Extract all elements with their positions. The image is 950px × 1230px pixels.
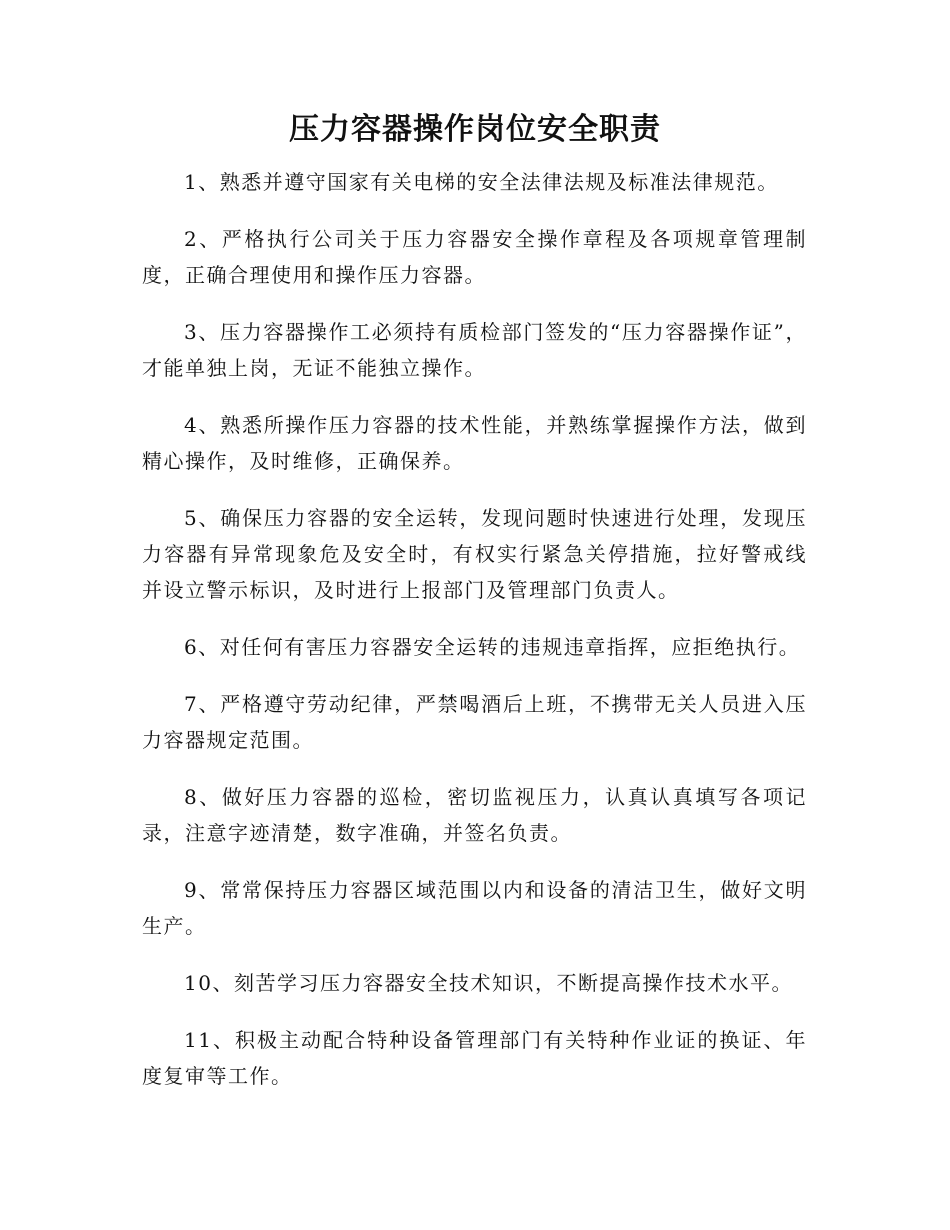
paragraph-5: 5、确保压力容器的安全运转，发现问题时快速进行处理，发现压力容器有异常现象危及安全时，有权实行紧急关停措施，拉好警戒线并设立警示标识，及时进行上报部门及管理部门负责人。 — [142, 506, 807, 602]
paragraph-11: 11、积极主动配合特种设备管理部门有关特种作业证的换证、年度复审等工作。 — [142, 1028, 807, 1088]
paragraph-3: 3、压力容器操作工必须持有质检部门签发的“压力容器操作证”，才能单独上岗，无证不能独立操作。 — [142, 320, 807, 380]
paragraph-6: 6、对任何有害压力容器安全运转的违规违章指挥，应拒绝执行。 — [184, 635, 801, 659]
paragraph-7: 7、严格遵守劳动纪律，严禁喝酒后上班，不携带无关人员进入压力容器规定范围。 — [142, 692, 807, 752]
paragraph-9: 9、常常保持压力容器区域范围以内和设备的清洁卫生，做好文明生产。 — [142, 878, 807, 938]
document-body — [142, 164, 807, 1115]
paragraph-1: 1、熟悉并遵守国家有关电梯的安全法律法规及标准法律规范。 — [184, 170, 779, 194]
paragraph-4: 4、熟悉所操作压力容器的技术性能，并熟练掌握操作方法，做到精心操作，及时维修，正确保养。 — [142, 413, 807, 473]
paragraph-8: 8、做好压力容器的巡检，密切监视压力，认真认真填写各项记录，注意字迹清楚，数字准确，并签名负责。 — [142, 785, 807, 845]
paragraph-10: 10、刻苦学习压力容器安全技术知识，不断提高操作技术水平。 — [184, 971, 793, 995]
paragraph-2: 2、严格执行公司关于压力容器安全操作章程及各项规章管理制度，正确合理使用和操作压力容器。 — [142, 227, 807, 287]
document-title: 压力容器操作岗位安全职责 — [289, 112, 661, 147]
